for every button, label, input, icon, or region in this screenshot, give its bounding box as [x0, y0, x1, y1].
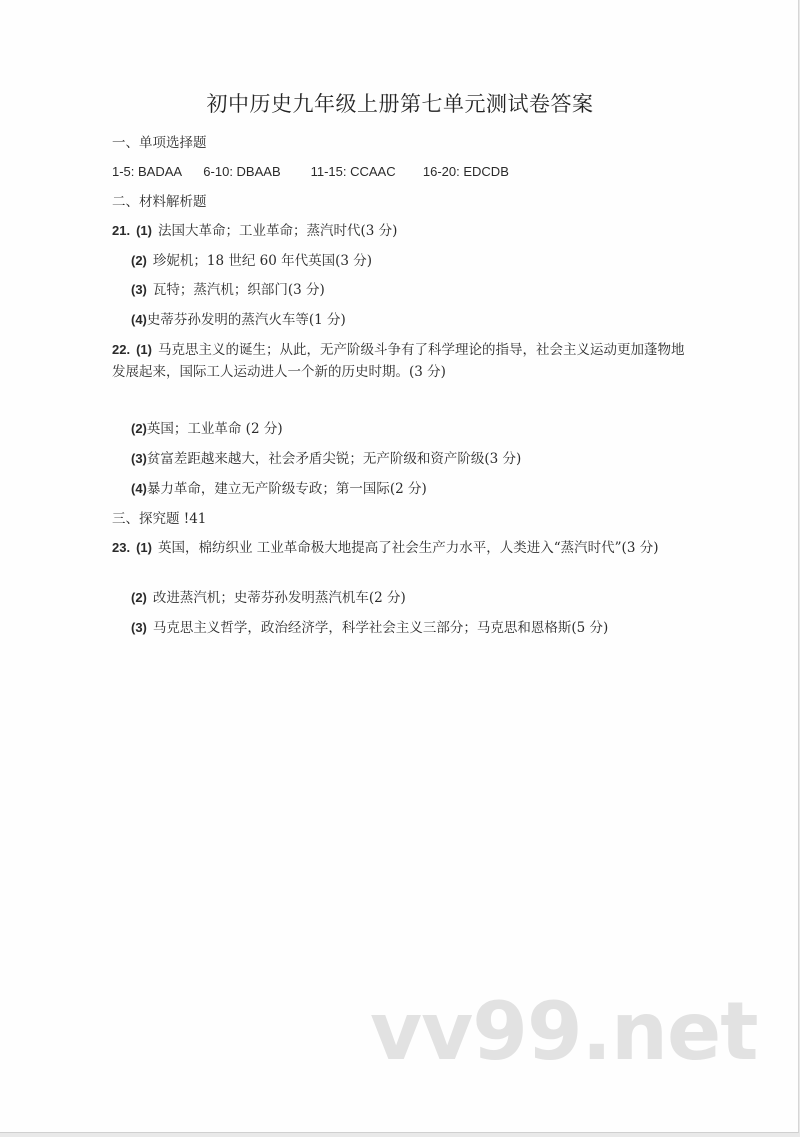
item-text: 瓦特；蒸汽机；织部门(3 分)	[152, 282, 325, 298]
item-label: (4)	[131, 312, 147, 327]
question-number: 23.	[112, 540, 131, 555]
item-label: (1)	[136, 223, 152, 238]
page-title: 初中历史九年级上册第七单元测试卷答案	[206, 92, 594, 116]
answer-group-16-20: 16-20: EDCDB	[422, 164, 509, 179]
item-label: (1)	[136, 540, 152, 555]
item-label: (1)	[136, 342, 152, 357]
answer-group-11-15: 11-15: CCAAC	[310, 164, 396, 179]
item-text: 暴力革命，建立无产阶级专政；第一国际(2 分)	[146, 481, 427, 497]
q22-item-3	[131, 448, 521, 470]
item-text: 史蒂芬孙发明的蒸汽火车等(1 分)	[146, 312, 346, 328]
section-heading-inquiry: 三、探究题 !41	[112, 511, 207, 527]
section-heading-material-analysis: 二、材料解析题	[112, 194, 207, 210]
q22-item-4	[131, 478, 427, 500]
item-text: 珍妮机；18 世纪 60 年代英国(3 分)	[152, 253, 373, 269]
item-text: 英国；工业革命 (2 分)	[146, 421, 283, 437]
question-number: 21.	[112, 223, 131, 238]
item-text: 改进蒸汽机；史蒂芬孙发明蒸汽机车(2 分)	[152, 590, 406, 606]
q23-item-1	[112, 537, 692, 559]
q21-item-1	[112, 220, 397, 242]
item-label: (2)	[131, 590, 147, 605]
question-number: 22.	[112, 342, 131, 357]
q21-item-2	[131, 250, 372, 272]
item-label: (2)	[131, 253, 147, 268]
q23-item-3	[131, 617, 608, 639]
item-text: 马克思主义哲学，政治经济学，科学社会主义三部分；马克思和恩格斯(5 分)	[152, 620, 609, 636]
item-label: (3)	[131, 620, 147, 635]
item-text: 英国，棉纺织业 工业革命极大地提高了社会生产力水平，人类进入“蒸汽时代”(3 分)	[157, 540, 659, 556]
item-text: 法国大革命；工业革命；蒸汽时代(3 分)	[157, 223, 398, 239]
answer-group-1-5: 1-5: BADAA	[112, 164, 183, 179]
item-label: (3)	[131, 451, 147, 466]
item-label: (3)	[131, 282, 147, 297]
q21-item-4	[131, 309, 346, 331]
q22-item-2	[131, 418, 283, 440]
item-text: 马克思主义的诞生；从此，无产阶级斗争有了科学理论的指导，社会主义运动更加蓬物地发展起来，国际工人运动进人一个新的历史时期。(3 分)	[112, 342, 685, 380]
answer-group-6-10: 6-10: DBAAB	[203, 164, 281, 179]
q21-item-3	[131, 279, 325, 301]
item-label: (4)	[131, 481, 147, 496]
watermark: vv99.net	[370, 985, 758, 1078]
item-text: 贫富差距越来越大，社会矛盾尖锐；无产阶级和资产阶级(3 分)	[146, 451, 522, 467]
section-heading-multiple-choice: 一、单项选择题	[112, 135, 207, 151]
multiple-choice-answers	[112, 161, 509, 183]
q23-item-2	[131, 587, 406, 609]
item-label: (2)	[131, 421, 147, 436]
q22-item-1	[112, 339, 688, 383]
